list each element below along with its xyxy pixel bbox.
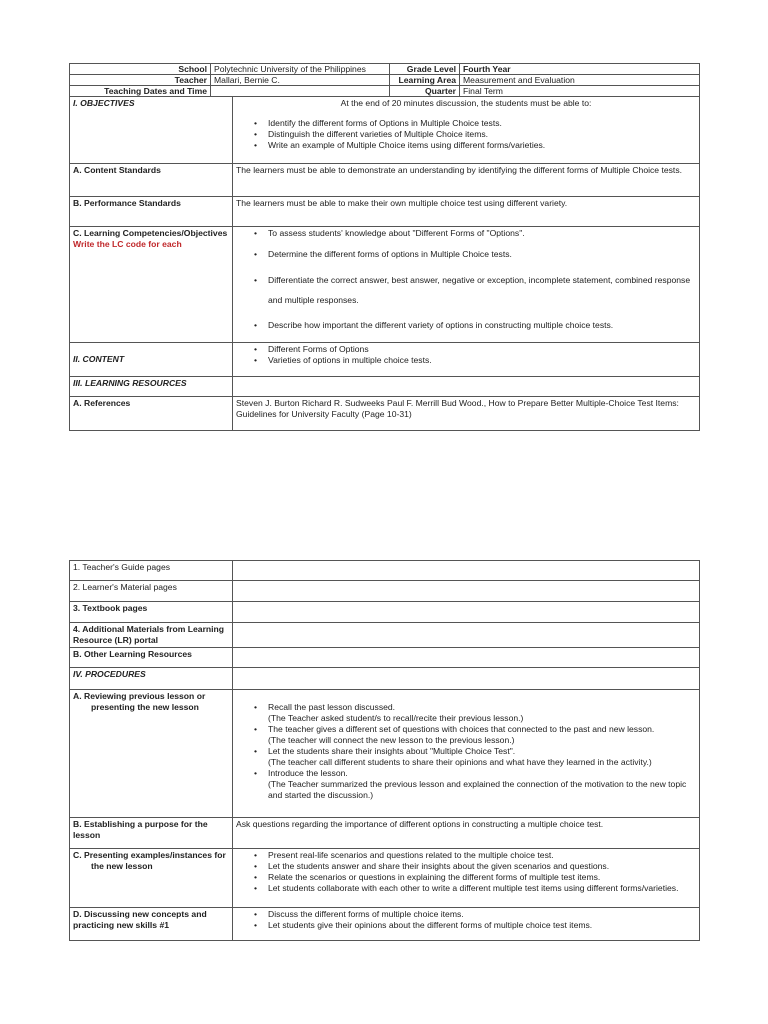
competency-item: • To assess students' knowledge about "Different Forms of "Options". — [268, 228, 696, 239]
other-resources-value — [233, 648, 700, 668]
presenting-item: • Present real-life scenarios and questions related to the multiple choice test. — [268, 850, 696, 861]
learning-resources-cell — [233, 377, 700, 397]
grade-level-value: Fourth Year — [460, 64, 700, 75]
learning-resources-label: III. LEARNING RESOURCES — [70, 377, 233, 397]
learning-area-value: Measurement and Evaluation — [460, 75, 700, 86]
school-label: School — [70, 64, 211, 75]
teachers-guide-label: 1. Teacher's Guide pages — [70, 561, 233, 581]
discussing-label: D. Discussing new concepts and practicing new skills #1 — [70, 908, 233, 941]
lesson-plan-header-table — [69, 63, 700, 97]
references-label: A. References — [70, 397, 233, 431]
textbook-pages-value — [233, 602, 700, 623]
content-item: • Varieties of options in multiple choice tests. — [268, 355, 696, 366]
objective-item: • Distinguish the different varieties of Multiple Choice items. — [268, 129, 696, 140]
presenting-item: • Let students collaborate with each other to write a different multiple test items using different forms/varieties. — [268, 883, 696, 894]
presenting-cell — [233, 849, 700, 908]
presenting-label-line2: the new lesson — [91, 861, 153, 871]
presenting-label-line1: C. Presenting examples/instances for — [73, 850, 226, 860]
performance-standards-text: The learners must be able to make their own multiple choice test using different variety. — [233, 197, 700, 227]
reviewing-label-cell — [70, 690, 233, 818]
reviewing-item: • Let the students share their insights about "Multiple Choice Test". (The teacher call different students to share their opinions and what have they learned in the activity.) — [268, 746, 696, 768]
quarter-label: Quarter — [390, 86, 460, 97]
objectives-list — [236, 118, 696, 151]
objectives-intro: At the end of 20 minutes discussion, the students must be able to: — [340, 98, 592, 108]
purpose-text: Ask questions regarding the importance of different options in constructing a multiple choice test. — [233, 818, 700, 849]
learning-area-label: Learning Area — [390, 75, 460, 86]
lesson-plan-page1-table — [69, 96, 700, 431]
competencies-label: C. Learning Competencies/Objectives — [73, 228, 228, 238]
discussing-cell — [233, 908, 700, 941]
learners-material-value — [233, 581, 700, 602]
other-resources-label: B. Other Learning Resources — [70, 648, 233, 668]
learners-material-label: 2. Learner's Material pages — [70, 581, 233, 602]
competency-item: • Differentiate the correct answer, best answer, negative or exception, incomplete statement, combined response and multiple responses. — [268, 270, 696, 310]
textbook-pages-label: 3. Textbook pages — [70, 602, 233, 623]
content-cell — [233, 343, 700, 377]
teaching-dates-value — [211, 86, 390, 97]
reviewing-item: • Recall the past lesson discussed. (The Teacher asked student/s to recall/recite their previous lesson.) — [268, 702, 696, 724]
objective-item: • Identify the different forms of Options in Multiple Choice tests. — [268, 118, 696, 129]
reviewing-item: • Introduce the lesson. (The Teacher summarized the previous lesson and explained the connection of the motivation to the new topic and started the discussion.) — [268, 768, 696, 801]
discussing-item: • Discuss the different forms of multiple choice items. — [268, 909, 696, 920]
competencies-label-red: Write the LC code for each — [73, 239, 182, 249]
teachers-guide-value — [233, 561, 700, 581]
competencies-list — [236, 228, 696, 331]
reviewing-label-line1: A. Reviewing previous lesson or — [73, 691, 206, 701]
presenting-item: • Relate the scenarios or questions in explaining the different forms of multiple test items. — [268, 872, 696, 883]
teacher-value: Mallari, Bernie C. — [211, 75, 390, 86]
discussing-item: • Let students give their opinions about the different forms of multiple choice test items. — [268, 920, 696, 931]
objectives-cell — [233, 97, 700, 164]
content-list — [236, 344, 696, 366]
school-value: Polytechnic University of the Philippines — [211, 64, 390, 75]
competencies-cell — [233, 227, 700, 343]
content-item: • Different Forms of Options — [268, 344, 696, 355]
reviewing-list — [236, 702, 696, 801]
discussing-list — [236, 909, 696, 931]
procedures-label: IV. PROCEDURES — [70, 668, 233, 690]
grade-level-label: Grade Level — [390, 64, 460, 75]
competencies-label-cell — [70, 227, 233, 343]
reviewing-item: • The teacher gives a different set of questions with choices that connected to the past and new lesson. (The teacher will connect the new lesson to the previous lesson.) — [268, 724, 696, 746]
presenting-label-cell — [70, 849, 233, 908]
additional-materials-label: 4. Additional Materials from Learning Resource (LR) portal — [70, 623, 233, 648]
teaching-dates-label: Teaching Dates and Time — [70, 86, 211, 97]
content-standards-label: A. Content Standards — [70, 164, 233, 197]
competency-item: • Describe how important the different variety of options in constructing multiple choice tests. — [268, 320, 696, 331]
objectives-label: I. OBJECTIVES — [70, 97, 233, 164]
quarter-value: Final Term — [460, 86, 700, 97]
reviewing-label-line2: presenting the new lesson — [91, 702, 199, 712]
content-standards-text: The learners must be able to demonstrate an understanding by identifying the different forms of Multiple Choice tests. — [233, 164, 700, 197]
presenting-list — [236, 850, 696, 894]
performance-standards-label: B. Performance Standards — [70, 197, 233, 227]
references-text: Steven J. Burton Richard R. Sudweeks Paul F. Merrill Bud Wood., How to Prepare Better Multiple-Choice Test Items: Guidelines for University Faculty (Page 10-31) — [233, 397, 700, 431]
purpose-label: B. Establishing a purpose for the lesson — [70, 818, 233, 849]
teacher-label: Teacher — [70, 75, 211, 86]
competency-item: • Determine the different forms of options in Multiple Choice tests. — [268, 249, 696, 260]
procedures-value — [233, 668, 700, 690]
presenting-item: • Let the students answer and share their insights about the given scenarios and questions. — [268, 861, 696, 872]
content-label: II. CONTENT — [70, 343, 233, 377]
additional-materials-value — [233, 623, 700, 648]
reviewing-cell — [233, 690, 700, 818]
objective-item: • Write an example of Multiple Choice items using different forms/varieties. — [268, 140, 696, 151]
lesson-plan-page2-table — [69, 560, 700, 941]
